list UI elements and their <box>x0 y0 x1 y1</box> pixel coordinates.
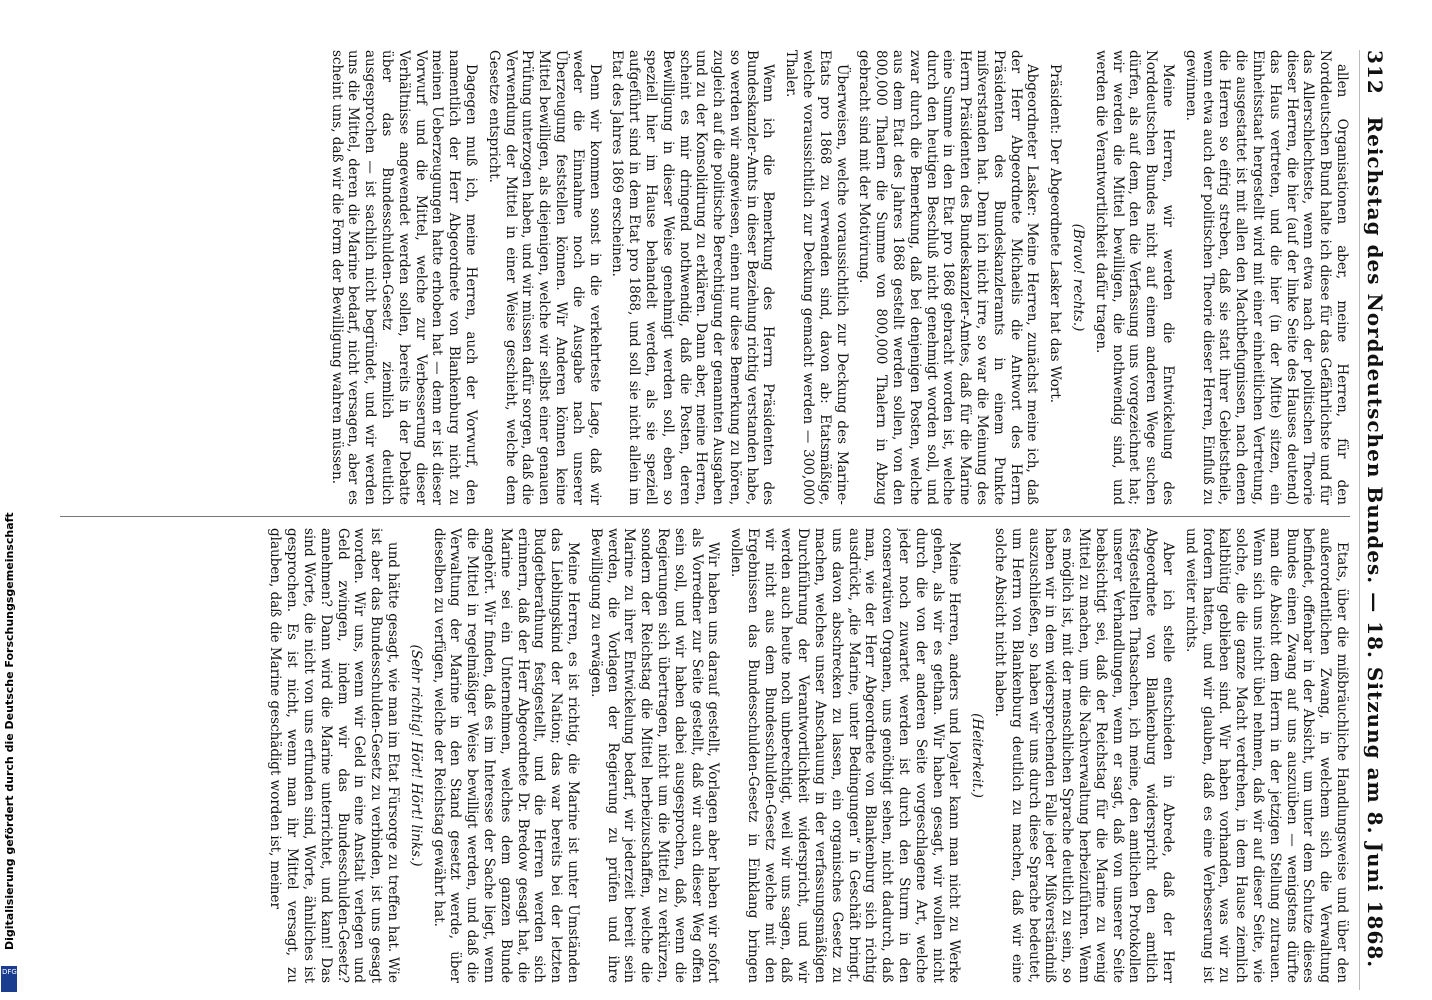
paragraph: Wenn ich die Bemerkung des Herrn Präsidenten des Bundeskanzler-Amts in dieser Beziehung richtig verstanden habe, so werden wir angewiesen, einen nur diese Bemerkung zu hören, zugleich auf die politische Berechtigung der genannten Ausgaben und zu der Konsolidirung zu erklären. Dann aber, meine Herren, scheint es mir dringend nothwendig, daß die Posten, deren Bewilligung in dieser Weise genehmigt werden soll, eben so speziell hier im Hause behandelt werden, als sie speziell aufgeführt sind in dem Etat pro 1868, und soll sie nicht allein im Etat des Jahres 1869 erscheinen. <box>609 50 777 505</box>
paragraph: Aber ich stelle entschieden in Abrede, daß der Herr Abgeordnete von Blankenburg widerspricht den amtlich festgestellten Thatsachen, ich meine, den amtlichen Protokollen unserer Verhandlungen, wenn er sagt, daß von unserer Seite beabsichtigt sei, daß der Reichstag für die Marine zu wenig Mittel zu machen, um die Nachverwaltung herbeizuführen. Wenn es möglich ist, mit der menschlichen Sprache deutlich zu sein, so haben wir in dem widersprechenden Falle jeder Mißverständniß auszuschließen, so haben wir uns durch diese Sprache bedeutet, um Herrn von Blankenburg deutlich zu machen, daß wir eine solche Absicht nicht haben. <box>992 528 1177 983</box>
dfg-logo-icon <box>1 966 17 992</box>
scanned-page <box>50 50 1390 990</box>
paragraph: Meine Herren, wir werden die Entwickelung des Norddeutschen Bundes nicht auf einem anderen Wege suchen dürfen, als auf dem, den die Verfassung uns vorgezeichnet hat; wir werden die Mittel bewilligen, die nothwendig sind, und werden die Verantwortlichkeit dafür tragen. <box>1092 50 1177 505</box>
paragraph: Präsident: Der Abgeordnete Lasker hat das Wort. <box>1047 64 1064 404</box>
paragraph: Abgeordneter Lasker: Meine Herren, zunächst meine ich, daß der Herr Abgeordnete Michaelis die Antwort des Herrn Präsidenten des Bundeskanzleramts in einem Punkte mißverstanden hat. Denn ich nicht irre, so war die Meinung des Herrn Präsidenten des Bundeskanzler-Amtes, daß für die Marine eine Summe in den Etat pro 1868 gebracht worden ist, welche durch den heutigen Beschluß nicht genehmigt worden soll, und zwar durch die Bemerkung, daß bei denjenigen Posten, welche aus dem Etat des Jahres 1868 gestellt werden sollen, von den 800,000 Thalern die Summe von 800,000 Thalern in Abzug gebracht sind mit der Motivirung. <box>856 50 1041 505</box>
interjection: (Heiterkeit.) <box>969 713 986 798</box>
running-head <box>1359 50 1390 990</box>
paragraph: und hätte gesagt, wie man im Etat Fürsorge zu treffen hat. Wie ist aber das Bundesschulden-Gesetz zu verbinden, ist uns gesagt worden. Wir uns, wenn wir Geld in eine Anstalt verlegen und Geld zwingen, indem wir das Bundesschulden-Gesetz? annehmen? Dann wird die Marine unterrichtet, und kann! Das sind Worte, die nicht von uns erfunden sind, Worte, ähnliches ist gesprochen. Es ist nicht, wenn man ihr Mittel versagt, zu glauben, daß die Marine geschädigt worden ist, meiner <box>267 528 401 983</box>
interjection: (Sehr richtig! Hört! Hört! links.) <box>407 644 424 867</box>
left-column <box>60 50 1350 505</box>
running-head-title: Reichstag des Norddeutschen Bundes. — 18. Sitzung am 8. Juni 1868. <box>1363 116 1387 969</box>
paragraph: Dagegen muß ich, meine Herren, auch der Vorwurf, den namentlich der Herr Abgeordnete von Blankenburg nicht zu meinen Ueberzeugungen hatte erhoben hat — denn er ist dieser Vorwurf und die Mittel, welche zur Verbesserung dieser Verhältnisse angewendet werden sollen, bereits in der Debatte über das Bundesschulden-Gesetz ziemlich deutlich ausgesprochen — ist sachlich nicht begründet, und wir werden uns die Mittel, deren die Marine bedarf, nicht versagen, aber es scheint uns, daß wir die Form der Bewilligung wahren müssen. <box>328 50 479 505</box>
dfg-logo-label: DFG <box>2 968 17 976</box>
digitization-credit: Digitalisierung gefördert durch die Deutsche Forschungsgemeinschaft <box>3 512 16 950</box>
paragraph: Überweisen, welche voraussichtlich zur Deckung des Marine-Etats pro 1868 zu verwenden sind, davon ab: Etatsmäßige, welche voraussichtlich zur Deckung gemacht werden — 300,000 Thaler. <box>783 50 850 505</box>
column-divider <box>60 516 1350 517</box>
paragraph: allen Organisationen aber, meine Herren, für den Norddeutschen Bund halte ich diese für das Gefährlichste und für das Allerschlechteste, wenn etwa nach der politischen Theorie dieser Herren, die hier (auf der linke Seite des Hauses deutend) das Haus vertreten, und die hier (in der Mitte) sitzen, ein Einheitsstaat hergestellt wird mit einer einheitlichen Vertretung, die ausgestattet ist mit allen den Machtbefugnissen, nach denen die Herren so eifrig streben, daß sie statt ihrer Gebietstheile, wenn etwa auch der politischen Theorie dieser Herren, Einfluß zu gewinnen. <box>1182 50 1350 505</box>
paragraph: Etats, über die mißbräuchliche Handlungsweise und über den außerordentlichen Zwang, in welchem sich die Verwaltung befindet, offenbar in der Absicht, um unter dem Schutze dieses Bundes einen Zwang auf uns auszuüben — wenigstens dürfte man die Absicht dem Herrn in der jetzigen Stellung zutrauen. Wenn sich uns nicht übel nehmen, daß wir auf dieser Seite, wie solche, die die ganze Macht verdrehen, in dem Hause ziemlich kaltblütig geblieben sind. Wir haben vorhanden, was wir zu fordern hatten, und wir glauben, daß es eine Verbesserung ist und weiter nichts. <box>1182 528 1350 983</box>
credit-strip <box>0 0 18 1000</box>
interjection: (Bravo! rechts.) <box>1070 223 1087 332</box>
paragraph: Meine Herren, anders und loyaler kann man nicht zu Werke gehen, als wir es gethan. Wir haben gesagt, wir wollen nicht durch die von der anderen Seite vorgeschlagene Art, welche jeder noch zuwartet werden ist durch den Sturm in den conservativen Organen, uns genöthigt sehen, nicht dadurch, daß man, wie der Herr Abgeordnete von Blankenburg sich richtig ausdrückt, „die Marine, unter Bedingungen“ in Geschäft bringt, uns davon abschrecken zu lassen, ein organisches Gesetz zu machen, welches unser Anschauung in der verfassungsmäßigen Durchführung der Verantwortlichkeit widerspricht, und wir werden auch heute noch unberechtigt, weil wir uns sagen, daß wir nicht aus dem Bundesschulden-Gesetz welche mit den Ergebnissen das Bundesschulden-Gesetz in Einklang bringen wollen. <box>728 528 963 983</box>
paragraph: Wir haben uns darauf gestellt, Vorlagen aber haben wir sofort als Vorredner zur Seite gestellt, daß wir auch dieser Weg offen sein soll, und wir haben dabei ausgesprochen, daß, wenn die Regierungen sich übertragen, nicht um die Mittel zu verkürzen, sondern der Reichstag die Mittel herbeizuschaffen, welche die Marine zu ihrer Entwickelung bedarf, wir jederzeit bereit sein werden, die Vorlagen der Regierung zu prüfen und ihre Bewilligung zu erwägen. <box>587 528 722 983</box>
paragraph: Meine Herren, es ist richtig, die Marine ist unter Umständen das Lieblingskind der Nation; das war bereits bei der letzten Budgetberathung festgestellt, und die Herren werden sich erinnern, daß der Herr Abgeordnete Dr. Bredow gesagt hat, die Marine sei ein Unternehmen, welches dem ganzen Bunde angehört. Wir finden, daß es im Interesse der Sache liegt, wenn die Mittel in regelmäßiger Weise bewilligt werden, und daß die Verwaltung der Marine in den Stand gesetzt werde, über dieselben zu verfügen, welche der Reichstag gewährt hat. <box>430 528 581 983</box>
right-column <box>60 528 1350 983</box>
page-number: 312 <box>1363 50 1387 95</box>
paragraph: Denn wir kommen sonst in die verkehrteste Lage, daß wir weder die Einnahme noch die Ausgabe nach unserer Überzeugung feststellen können. Wir Anderen können keine Mittel bewilligen, als diejenigen, welche wir selbst einer genauen Prüfung unterzogen haben, und wir müssen dafür sorgen, daß die Verwendung der Mittel in einer Weise geschieht, welche dem Gesetze entspricht. <box>485 50 603 505</box>
